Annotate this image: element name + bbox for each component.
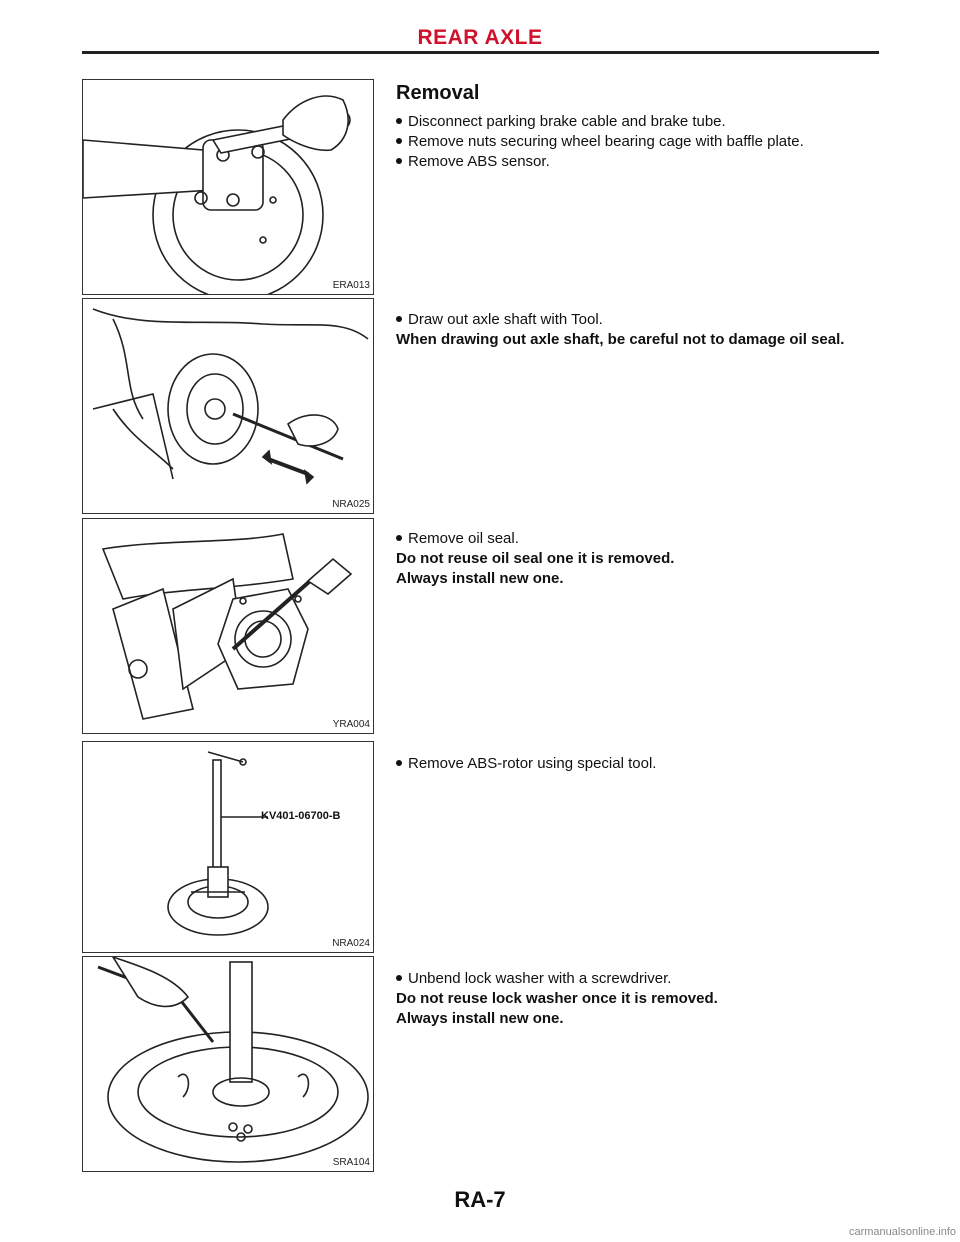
brake-disc-illustration: [83, 80, 373, 294]
bullet-item: Remove nuts securing wheel bearing cage with baffle plate.: [396, 132, 886, 152]
bullet-dot-icon: [396, 975, 402, 981]
figure-sra104: [82, 956, 374, 1172]
page-number: RA-7: [454, 1187, 506, 1212]
section-title: Removal: [396, 82, 480, 104]
lock-washer-illustration: [83, 957, 373, 1171]
watermark-text: carmanualsonline.info: [848, 1226, 956, 1238]
bullet-dot-icon: [396, 760, 402, 766]
step-block-4: [396, 754, 886, 774]
bullet-dot-icon: [396, 118, 402, 124]
caution-note: Do not reuse oil seal one it is removed.: [396, 550, 675, 567]
step-block-2: [396, 310, 886, 350]
figure-nra024: [82, 741, 374, 953]
caution-note: When drawing out axle shaft, be careful not to damage oil seal.: [396, 331, 845, 348]
figure-code: NRA024: [332, 938, 370, 949]
figure-nra025: [82, 298, 374, 514]
figure-era013: [82, 79, 374, 295]
step-block-3: [396, 529, 886, 589]
figure-code: YRA004: [332, 719, 370, 730]
page-header-title: REAR AXLE: [417, 26, 543, 49]
step-block-1: [396, 80, 886, 172]
bullet-dot-icon: [396, 138, 402, 144]
oil-seal-illustration: [83, 519, 373, 733]
bullet-item: Disconnect parking brake cable and brake tube.: [396, 112, 886, 132]
caution-note: Do not reuse lock washer once it is removed.: [396, 990, 718, 1007]
caution-note: Always install new one.: [396, 570, 564, 587]
step-block-5: [396, 969, 886, 1029]
axle-shaft-illustration: [83, 299, 373, 513]
bullet-dot-icon: [396, 316, 402, 322]
special-tool-label: KV401-06700-B: [261, 810, 341, 822]
bullet-item: Draw out axle shaft with Tool.: [396, 310, 886, 330]
abs-rotor-puller-illustration: [83, 742, 373, 952]
bullet-item: Remove oil seal.: [396, 529, 886, 549]
figure-code: NRA025: [332, 499, 370, 510]
figure-code: ERA013: [332, 280, 370, 291]
bullet-item: Remove ABS sensor.: [396, 152, 886, 172]
bullet-item: Remove ABS-rotor using special tool.: [396, 754, 886, 774]
header-divider: [82, 51, 879, 54]
caution-note: Always install new one.: [396, 1010, 564, 1027]
bullet-dot-icon: [396, 158, 402, 164]
figure-yra004: [82, 518, 374, 734]
figure-code: SRA104: [332, 1157, 370, 1168]
bullet-item: Unbend lock washer with a screwdriver.: [396, 969, 886, 989]
bullet-dot-icon: [396, 535, 402, 541]
